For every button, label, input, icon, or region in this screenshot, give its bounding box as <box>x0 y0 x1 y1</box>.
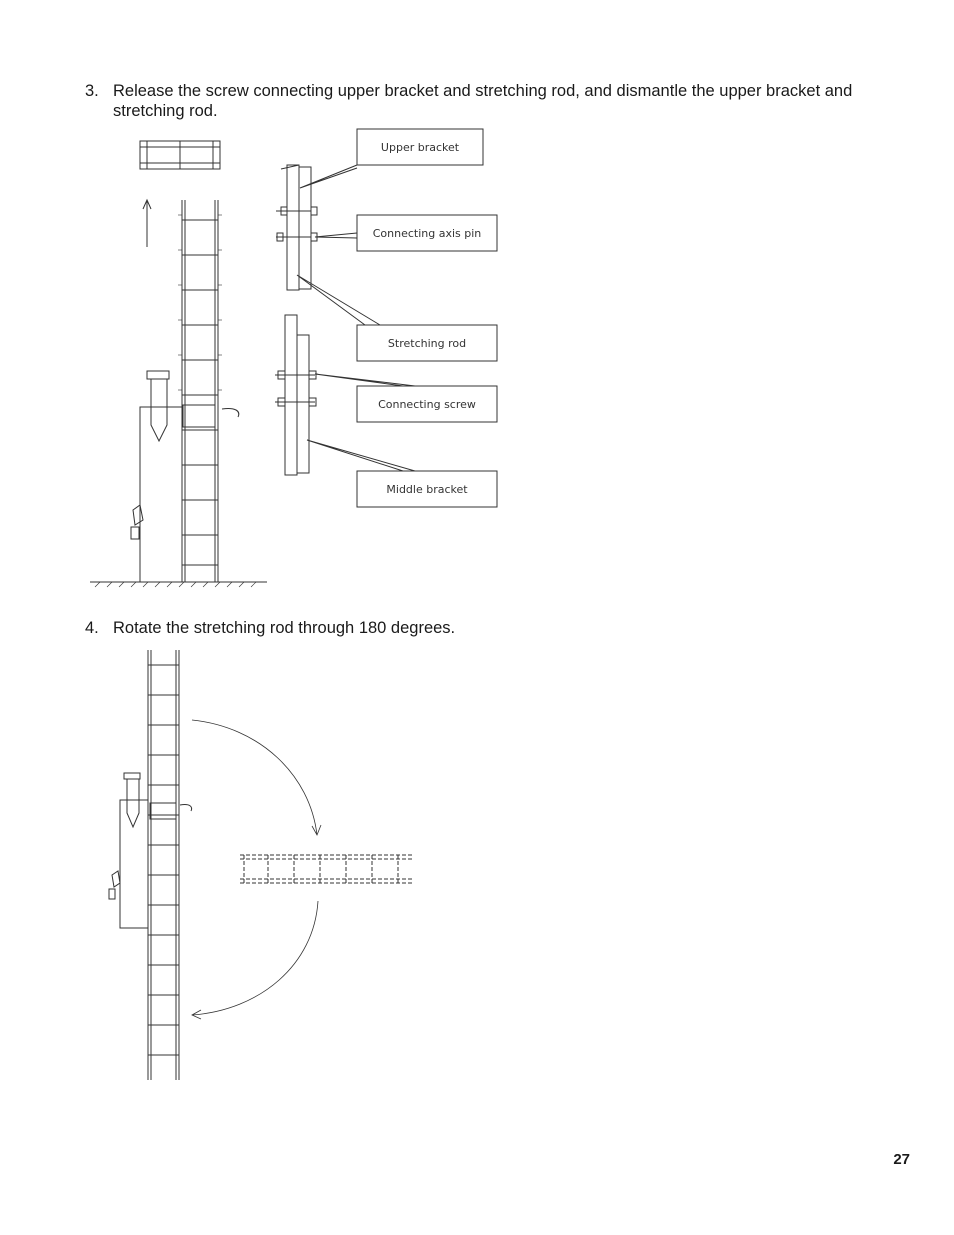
page-number: 27 <box>893 1151 910 1168</box>
ground-hatch <box>95 582 256 587</box>
rotation-arrow-icon <box>192 720 321 1019</box>
label-stretching-rod: Stretching rod <box>387 337 467 350</box>
step-4-number: 4. <box>85 619 99 637</box>
figure-rotate-stretching-rod <box>100 645 420 1085</box>
label-connecting-axis-pin: Connecting axis pin <box>372 227 482 240</box>
detail-lower-joint <box>275 315 316 475</box>
mast-section <box>148 650 179 1080</box>
detached-upper-bracket <box>140 141 220 169</box>
figure-dismantle-upper-bracket <box>85 125 515 595</box>
step-4 <box>85 618 685 640</box>
leader-middle-bracket <box>307 440 415 471</box>
step-3-text: Release the screw connecting upper bracket and stretching rod, and dismantle the upper bracket and stretching rod. <box>113 82 853 120</box>
mast-section <box>178 200 222 582</box>
leader-stretching-rod <box>297 275 380 325</box>
rotated-stretching-rod <box>240 855 412 883</box>
leader-connecting-screw <box>315 374 415 386</box>
lift-arrow-icon <box>143 200 151 247</box>
label-upper-bracket: Upper bracket <box>380 141 460 154</box>
step-4-text: Rotate the stretching rod through 180 degrees. <box>113 619 456 637</box>
step-3 <box>85 81 905 125</box>
leader-upper-bracket <box>300 165 357 188</box>
step-3-number: 3. <box>85 82 99 100</box>
leader-axis-pin <box>315 233 357 238</box>
label-middle-bracket: Middle bracket <box>386 483 468 496</box>
label-connecting-screw: Connecting screw <box>378 398 476 411</box>
